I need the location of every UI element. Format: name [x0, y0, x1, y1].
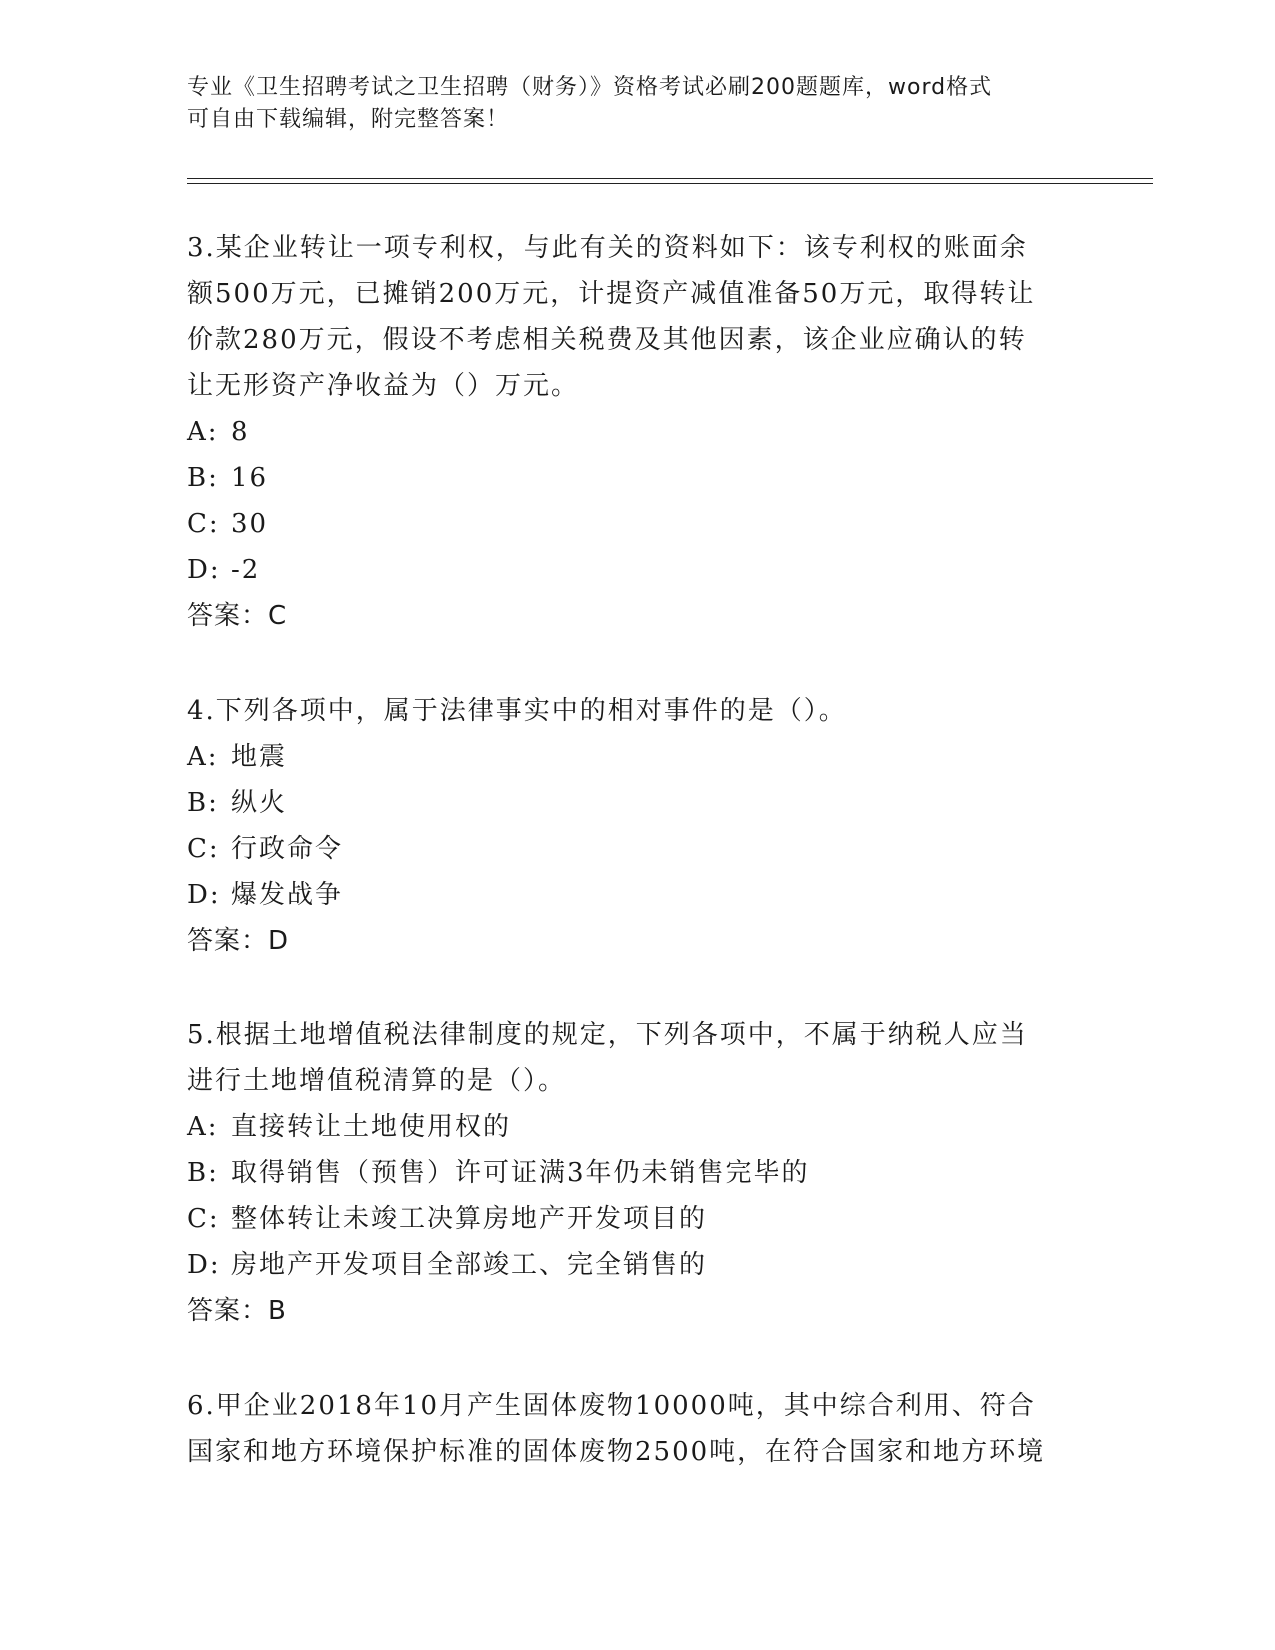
option-text: 地震	[231, 742, 288, 772]
option-c	[187, 1196, 1067, 1242]
option-text: 30	[231, 509, 269, 539]
option-text: 行政命令	[231, 834, 344, 864]
option-b	[187, 780, 1067, 826]
question-text-line: 进行土地增值税清算的是（）。	[187, 1066, 567, 1096]
answer: 答案：C	[187, 601, 288, 631]
answer: 答案：D	[187, 926, 290, 956]
option-key: A:	[187, 1112, 219, 1142]
option-d	[187, 547, 1067, 593]
option-key: B:	[187, 463, 219, 493]
option-key: D:	[187, 1250, 221, 1280]
question-text-line: 额500万元，已摊销200万元，计提资产减值准备50万元，取得转让	[187, 279, 1036, 309]
option-key: C:	[187, 509, 220, 539]
option-text: 直接转让土地使用权的	[231, 1112, 512, 1142]
option-key: C:	[187, 1204, 220, 1234]
option-c	[187, 826, 1067, 872]
option-text: 纵火	[231, 788, 288, 818]
option-text: 房地产开发项目全部竣工、完全销售的	[231, 1250, 708, 1280]
option-a	[187, 1104, 1067, 1150]
option-key: A:	[187, 742, 219, 772]
option-d	[187, 1242, 1067, 1288]
question-5	[187, 1012, 1067, 1334]
header-divider-bottom	[187, 183, 1153, 184]
option-text: 整体转让未竣工决算房地产开发项目的	[231, 1204, 708, 1234]
option-text: -2	[231, 555, 261, 585]
option-key: D:	[187, 555, 221, 585]
option-key: C:	[187, 834, 220, 864]
option-text: 取得销售（预售）许可证满3年仍未销售完毕的	[231, 1158, 810, 1188]
header-line-1: 专业《卫生招聘考试之卫生招聘（财务）》资格考试必刷200题题库，word格式	[187, 75, 993, 100]
option-d	[187, 872, 1067, 918]
option-text: 爆发战争	[231, 880, 344, 910]
document-header	[187, 72, 1067, 136]
option-a	[187, 409, 1067, 455]
option-text: 8	[231, 417, 250, 447]
option-a	[187, 734, 1067, 780]
answer: 答案：B	[187, 1296, 287, 1326]
question-4	[187, 688, 1067, 964]
question-text-line: 5.根据土地增值税法律制度的规定，下列各项中，不属于纳税人应当	[187, 1020, 1028, 1050]
question-text-line: 价款280万元，假设不考虑相关税费及其他因素，该企业应确认的转	[187, 325, 1027, 355]
question-6	[187, 1383, 1067, 1475]
question-text-line: 国家和地方环境保护标准的固体废物2500吨，在符合国家和地方环境	[187, 1437, 1046, 1467]
option-key: D:	[187, 880, 221, 910]
question-text-line: 4.下列各项中，属于法律事实中的相对事件的是（）。	[187, 696, 847, 726]
option-b	[187, 1150, 1067, 1196]
option-text: 16	[231, 463, 269, 493]
question-3	[187, 225, 1067, 639]
question-text-line: 3.某企业转让一项专利权，与此有关的资料如下：该专利权的账面余	[187, 233, 1028, 263]
header-divider-top	[187, 178, 1153, 179]
option-c	[187, 501, 1067, 547]
option-key: A:	[187, 417, 219, 447]
option-key: B:	[187, 1158, 219, 1188]
header-line-2: 可自由下载编辑，附完整答案！	[187, 107, 510, 132]
question-text-line: 6.甲企业2018年10月产生固体废物10000吨，其中综合利用、符合	[187, 1391, 1036, 1421]
option-b	[187, 455, 1067, 501]
question-text-line: 让无形资产净收益为（）万元。	[187, 371, 580, 401]
option-key: B:	[187, 788, 219, 818]
